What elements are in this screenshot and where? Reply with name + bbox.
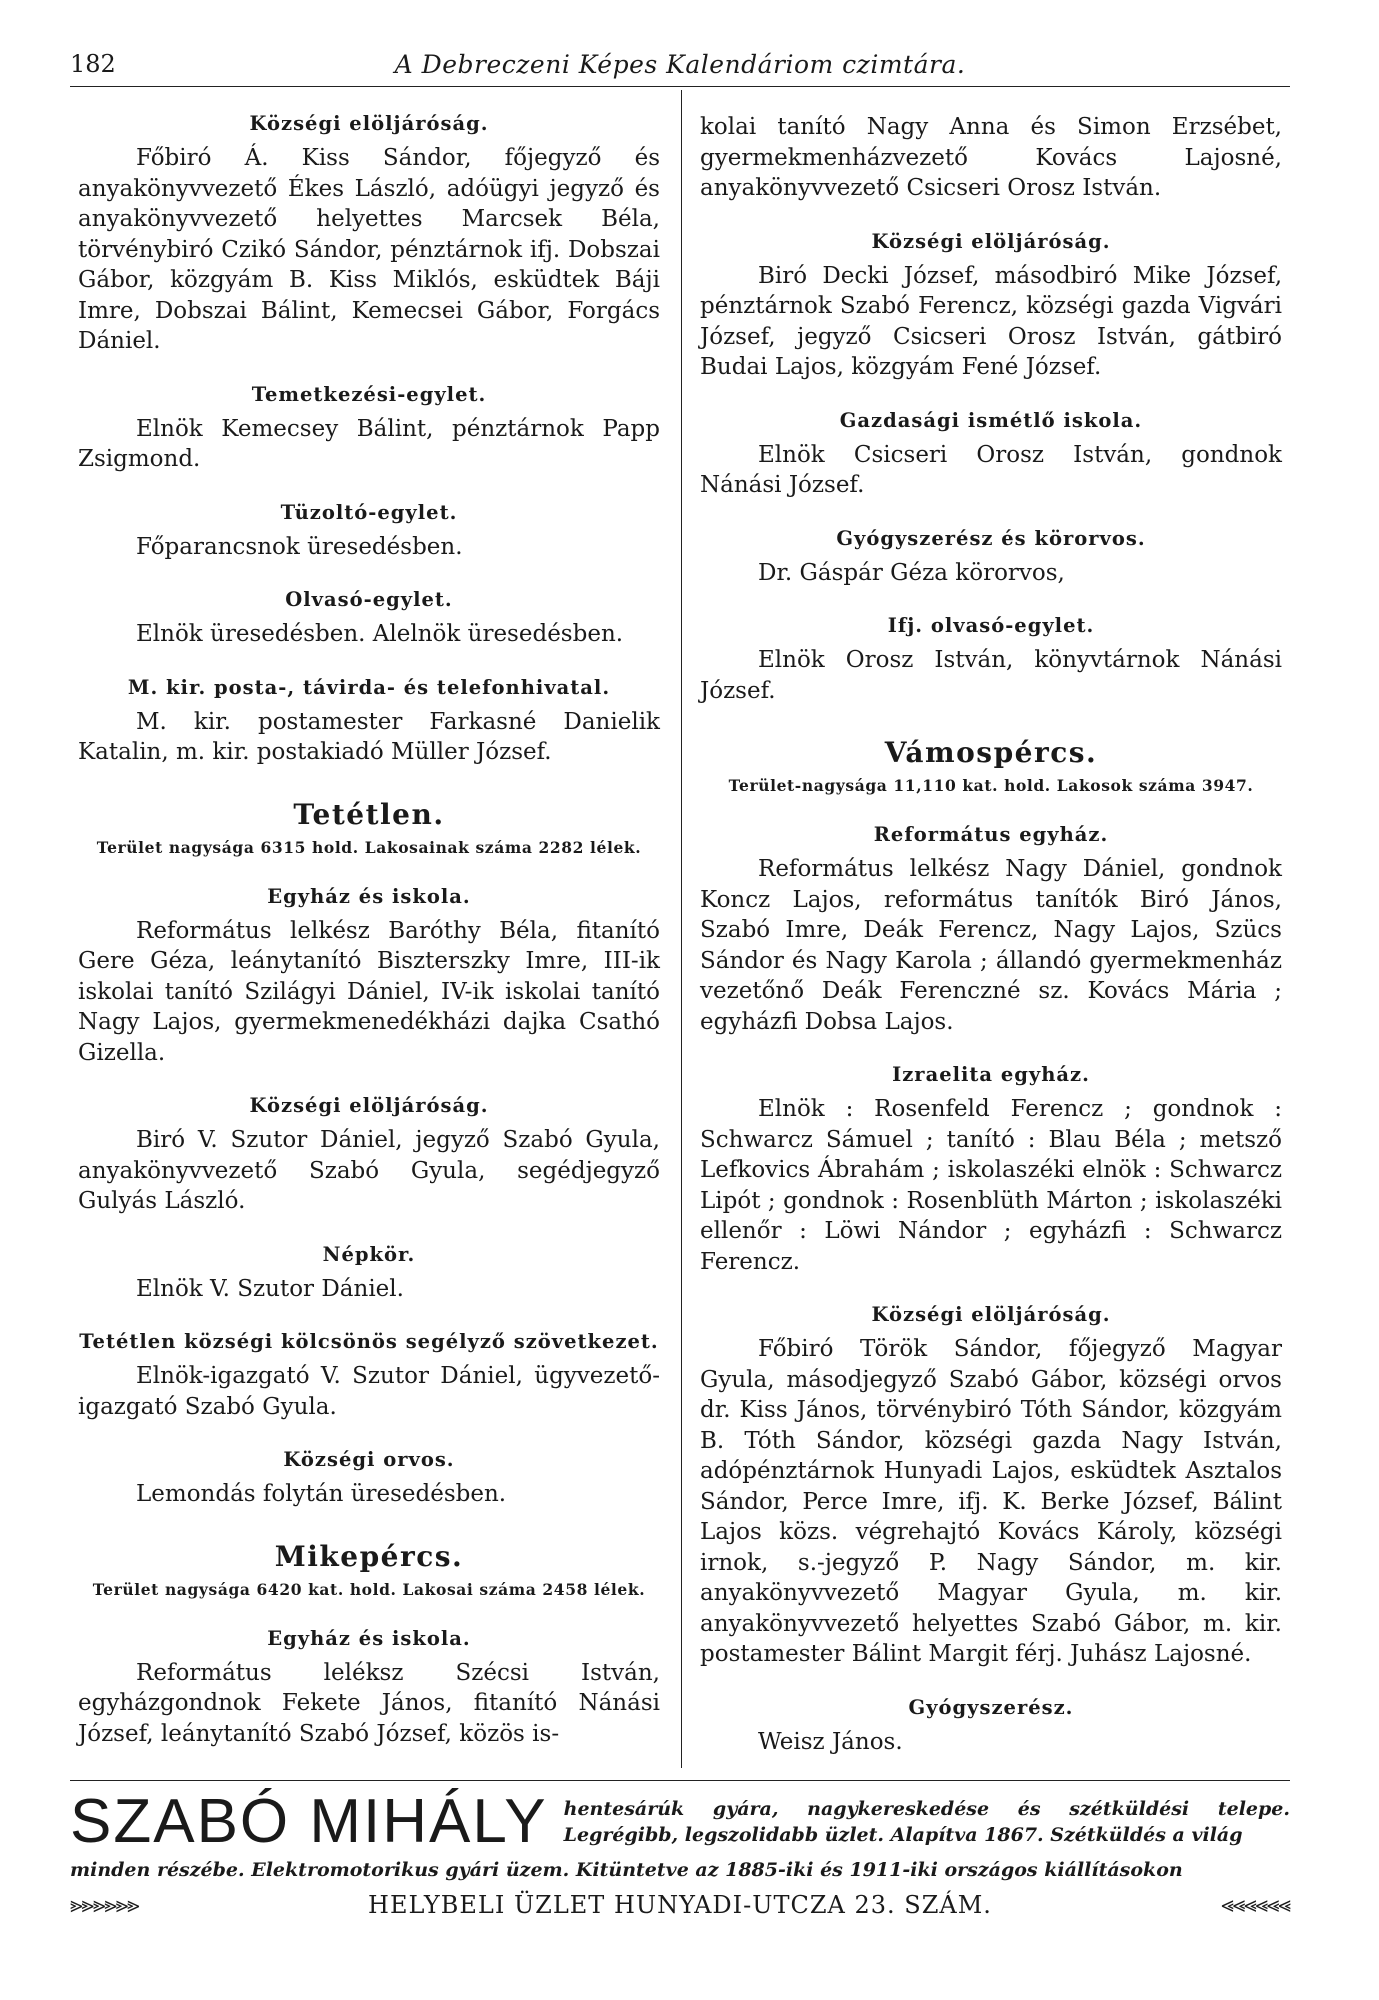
section-paragraph: Elnök-igazgató V. Szutor Dániel, ügyvezető-igazgató Szabó Gyula. — [78, 1363, 660, 1420]
section-paragraph: Lemondás folytán üresedésben. — [136, 1481, 507, 1507]
ad-text-line2: minden részébe. Elektromotorikus gyári üzem. Kitüntetve az 1885-iki és 1911-iki országos kiállításokon — [70, 1859, 1183, 1881]
section-paragraph: Református lelkész Baróthy Béla, fitanító Gere Géza, leánytanító Biszterszky Imre, III-ik iskolai tanító Szilágyi Dániel, IV-ik iskolai tanító Nagy Lajos, gyermekmenedékházi dajka Csathó Gizella. — [78, 917, 660, 1066]
town-heading: Tetétlen. — [293, 797, 445, 831]
section-heading: Ifj. olvasó-egylet. — [887, 614, 1095, 637]
section-paragraph: Dr. Gáspár Géza körorvos, — [758, 559, 1065, 586]
arrow-ornament-left-icon: ⪢⪢⪢⪢⪢⪢ — [70, 1892, 139, 1918]
continued-paragraph: kolai tanító Nagy Anna és Simon Erzsébet, gyermekmenházvezető Kovács Lajosné, anyakönyvvezető Csicseri Orosz István. — [700, 114, 1282, 201]
section-heading: Községi elöljáróság. — [249, 112, 489, 135]
running-title: A Debreczeni Képes Kalendáriom czimtára. — [394, 50, 966, 79]
section-heading: Egyház és iskola. — [267, 884, 471, 908]
section-paragraph: Főbiró Török Sándor, főjegyző Magyar Gyula, másodjegyző Szabó Gábor, községi orvos dr. Kiss János, törvénybiró Tóth Sándor, közgyám B. Tóth Sándor, községi gazda Nagy István, adópénztárnok Hunyadi Lajos, esküdtek Asztalos Sándor, Perce Imre, ifj. K. Berke József, Bálint Lajos közs. végrehajtó Kovács Károly, községi irnok, s.-jegyző P. Nagy Sándor, m. kir. anyakönyvvezető Magyar Gyula, m. kir. anyakönyvvezető helyettes Szabó Gábor, m. kir. postamester Bálint Margit férj. Juhász Lajosné. — [700, 1336, 1282, 1667]
town-heading: Vámospércs. — [884, 736, 1098, 769]
section-paragraph: Biró Decki József, másodbiró Mike József, pénztárnok Szabó Ferencz, községi gazda Vigvári József, jegyző Csicseri Orosz István, gátbiró Budai Lajos, közgyám Fené József. — [700, 262, 1282, 380]
advertisement — [70, 1780, 1290, 1919]
section-heading: Református egyház. — [873, 823, 1109, 846]
section-heading: Tüzoltó-egylet. — [280, 500, 458, 524]
column-divider — [681, 90, 682, 1768]
section-heading: Gazdasági ismétlő iskola. — [839, 408, 1143, 432]
section-paragraph: Elnök Csicseri Orosz István, gondnok Nánási József. — [700, 441, 1282, 498]
page-number: 182 — [70, 50, 116, 78]
section-heading: Népkör. — [322, 1242, 416, 1266]
section-heading: Gyógyszerész és körorvos. — [836, 526, 1146, 550]
page-header — [70, 42, 1290, 87]
section-heading: Községi orvos. — [283, 1448, 455, 1471]
section-paragraph: Biró V. Szutor Dániel, jegyző Szabó Gyula, anyakönyvvezető Szabó Gyula, segédjegyző Gulyás László. — [78, 1127, 660, 1214]
shop-address: HELYBELI ÜZLET HUNYADI-UTCZA 23. SZÁM. — [368, 1891, 992, 1919]
right-column — [700, 112, 1282, 1757]
ad-text-line1: hentesárúk gyára, nagykereskedése és szétküldési telepe. Legrégibb, legszolidabb üzlet. Alapítva 1867. Szétküldés a világ — [563, 1798, 1290, 1846]
section-paragraph: Weisz János. — [758, 1728, 903, 1755]
section-heading: Községi elöljáróság. — [871, 1303, 1111, 1326]
left-column — [78, 112, 660, 1749]
town-statistics: Terület nagysága 6315 hold. Lakosainak száma 2282 lélek. — [96, 837, 642, 857]
section-paragraph: Elnök Orosz István, könyvtárnok Nánási József. — [700, 647, 1282, 704]
section-heading: Egyház és iskola. — [267, 1626, 471, 1650]
section-heading: Tetétlen községi kölcsönös segélyző szövetkezet. — [79, 1330, 659, 1353]
section-heading: Gyógyszerész. — [908, 1695, 1074, 1719]
section-heading: M. kir. posta-, távirda- és telefonhivatal. — [127, 675, 611, 699]
section-paragraph: Református lelkész Nagy Dániel, gondnok Koncz Lajos, református tanítók Biró János, Szabó Imre, Deák Ferencz, Nagy Lajos, Szücs Sándor és Nagy Karola ; állandó gyermekmenház vezetőnő Deák Ferenczné sz. Kovács Mária ; egyházfi Dobsa Lajos. — [700, 856, 1282, 1035]
section-heading: Izraelita egyház. — [892, 1063, 1090, 1086]
advertiser-name: SZABÓ MIHÁLY — [70, 1787, 548, 1856]
town-heading: Mikepércs. — [274, 1539, 464, 1573]
section-paragraph: Főparancsnok üresedésben. — [136, 533, 463, 560]
section-heading: Községi elöljáróság. — [871, 229, 1111, 253]
section-paragraph: Főbiró Á. Kiss Sándor, főjegyző és anyakönyvvezető Ékes László, adóügyi jegyző és anyakönyvvezető helyettes Marcsek Béla, törvénybiró Czikó Sándor, pénztárnok ifj. Dobszai Gábor, közgyám B. Kiss Miklós, esküdtek Báji Imre, Dobszai Bálint, Kemecsei Gábor, Forgács Dániel. — [78, 145, 660, 354]
town-statistics: Terület nagysága 6420 kat. hold. Lakosai száma 2458 lélek. — [92, 1579, 646, 1599]
section-heading: Temetkezési-egylet. — [251, 382, 487, 406]
section-paragraph: Elnök : Rosenfeld Ferencz ; gondnok : Schwarcz Sámuel ; tanító : Blau Béla ; metsző Lefkovics Ábrahám ; iskolaszéki elnök : Schwarcz Lipót ; gondnok : Rosenblüth Márton ; iskolaszéki ellenőr : Löwi Nándor ; egyházfi : Schwarcz Ferencz. — [700, 1096, 1282, 1275]
town-statistics: Terület-nagysága 11,110 kat. hold. Lakosok száma 3947. — [728, 776, 1254, 795]
section-paragraph: Elnök üresedésben. Alelnök üresedésben. — [136, 621, 624, 647]
arrow-ornament-right-icon: ⪡⪡⪡⪡⪡⪡ — [1221, 1892, 1290, 1918]
section-paragraph: Református leléksz Szécsi István, egyházgondnok Fekete János, fitanító Nánási József, leánytanító Szabó József, közös is- — [78, 1659, 660, 1747]
section-paragraph: M. kir. postamester Farkasné Danielik Katalin, m. kir. postakiadó Müller József. — [78, 708, 660, 765]
section-paragraph: Elnök Kemecsey Bálint, pénztárnok Papp Zsigmond. — [78, 415, 660, 472]
section-heading: Olvasó-egylet. — [285, 588, 453, 611]
section-paragraph: Elnök V. Szutor Dániel. — [136, 1275, 404, 1302]
section-heading: Községi elöljáróság. — [249, 1094, 489, 1117]
